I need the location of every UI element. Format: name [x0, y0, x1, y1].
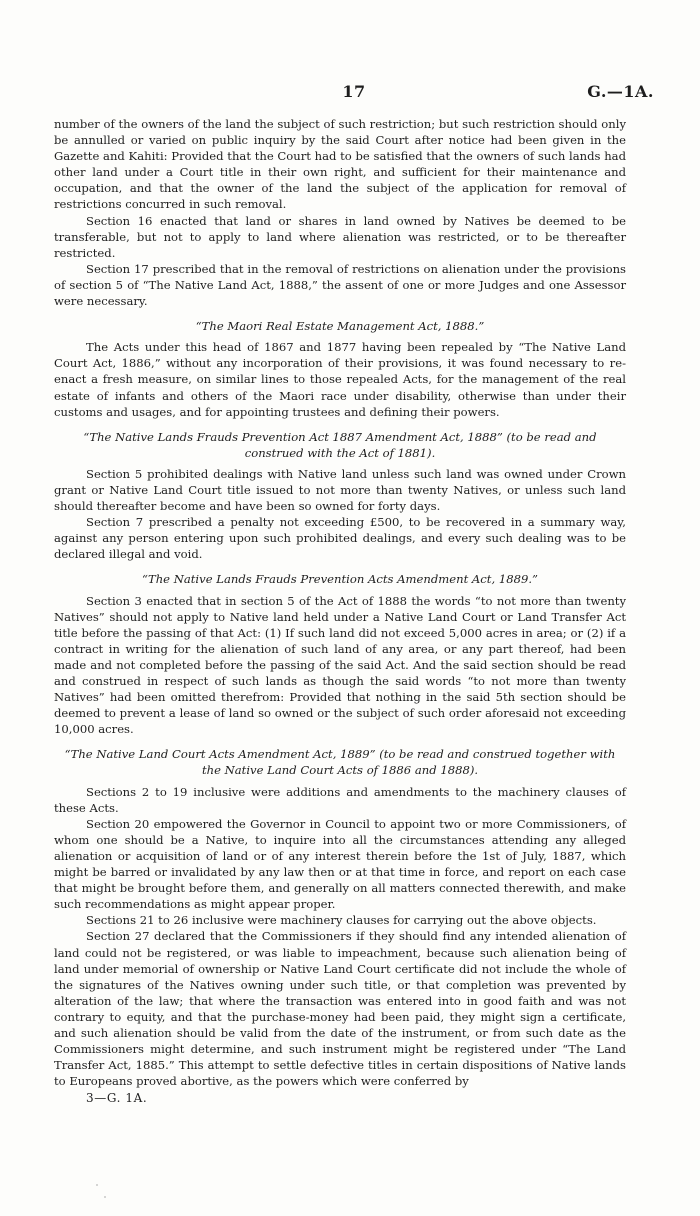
section-heading: “The Maori Real Estate Management Act, 1888.” — [195, 319, 485, 334]
paragraph: Section 7 prescribed a penalty not exceeding £500, to be recovered in a summary way, against any person entering upon such prohibited dealings, and every such dealing was to be declared illegal and void. — [54, 515, 626, 562]
paragraph: Section 3 enacted that in section 5 of the Act of 1888 the words “to not more than twenty Natives” should not apply to Native land held under a Native Land Court or Land Transfer Act title before the passing of that Act: (1) If such land did not exceed 5,000 acres in area; or (2) if a contract in writing for the alienation of such land of any area, or any part thereof, had been made and not completed before the passing of the said Act. And the said section should be read and construed in respect of such lands as though the said words “to not more than twenty Natives” had been omitted therefrom: Provided that nothing in the said 5th section should be deemed to prevent a lease of land so owned or the subject of such order aforesaid not exceeding 10,000 acres. — [54, 593, 626, 737]
section-heading: “The Native Land Court Acts Amendment Act, 1889” (to be read and construed together with the Native Land Court Acts of 1886 and 1888). — [64, 747, 616, 778]
paragraph: The Acts under this head of 1867 and 1877 having been repealed by “The Native Land Court Act, 1886,” without any incorporation of their provisions, it was found necessary to re-enact a fresh measure, on similar lines to those repealed Acts, for the management of the real estate of infants and others of the Maori race under disability, otherwise than under their customs and usages, and for appointing trustees and defining their powers. — [54, 340, 626, 419]
print-speck — [104, 1196, 106, 1198]
section-heading: “The Native Lands Frauds Prevention Act 1887 Amendment Act, 1888” (to be read and construed with the Act of 1881). — [83, 429, 597, 460]
signature-mark: 3—G. 1A. — [86, 1091, 148, 1106]
paragraph: Sections 21 to 26 inclusive were machinery clauses for carrying out the above objects. — [86, 913, 597, 928]
paragraph: Sections 2 to 19 inclusive were additions and amendments to the machinery clauses of these Acts. — [54, 784, 626, 815]
body-text — [54, 116, 626, 1106]
paragraph: Section 17 prescribed that in the removal of restrictions on alienation under the provisions of section 5 of “The Native Land Act, 1888,” the assent of one or more Judges and one Assessor were necessary. — [54, 261, 626, 309]
page-header — [54, 82, 654, 106]
print-speck — [96, 1184, 98, 1186]
section-heading: “The Native Lands Frauds Prevention Acts Amendment Act, 1889.” — [142, 572, 538, 587]
page-number: 17 — [342, 82, 366, 101]
document-code: G.—1A. — [587, 82, 654, 101]
paragraph: Section 27 declared that the Commissioners if they should find any intended alienation of land could not be registered, or was liable to impeachment, because such alienation being of land under memorial of ownership or Native Land Court certificate did not include the whole of the signatures of the Natives owning under such title, or that completion was prevented by alteration of the law; that where the transaction was entered into in good faith and was not contrary to equity, and that the purchase-money had been paid, they might sign a certificate, and such alienation should be valid from the date of the instrument, or from such date as the Commissioners might determine, and such instrument might be registered under “The Land Transfer Act, 1885.” This attempt to settle defective titles in certain dispositions of Native lands to Europeans proved abortive, as the powers which were conferred by — [54, 929, 626, 1089]
paragraph: Section 20 empowered the Governor in Council to appoint two or more Commissioners, of whom one should be a Native, to inquire into all the circumstances attending any alleged alienation or acquisition of land or of any interest therein before the 1st of July, 1887, which might be barred or invalidated by any law then or at that time in force, and report on each case that might be brought before them, and generally on all matters connected therewith, and make such recommendations as might appear proper. — [54, 816, 626, 912]
paragraph: number of the owners of the land the subject of such restriction; but such restriction should only be annulled or varied on public inquiry by the said Court after notice had been given in the Gazette and Kahiti: Provided that the Court had to be satisfied that the owners of such lands had other land under a Court title in their own right, and sufficient for their maintenance and occupation, and that the owner of the land the subject of the application for removal of restrictions concurred in such removal. — [54, 117, 626, 212]
paragraph: Section 5 prohibited dealings with Native land unless such land was owned under Crown grant or Native Land Court title issued to not more than twenty Natives, or unless such land should thereafter become and have been so owned for forty days. — [54, 466, 626, 514]
paragraph: Section 16 enacted that land or shares in land owned by Natives be deemed to be transferable, but not to apply to land where alienation was restricted, or to be thereafter restricted. — [54, 213, 626, 260]
